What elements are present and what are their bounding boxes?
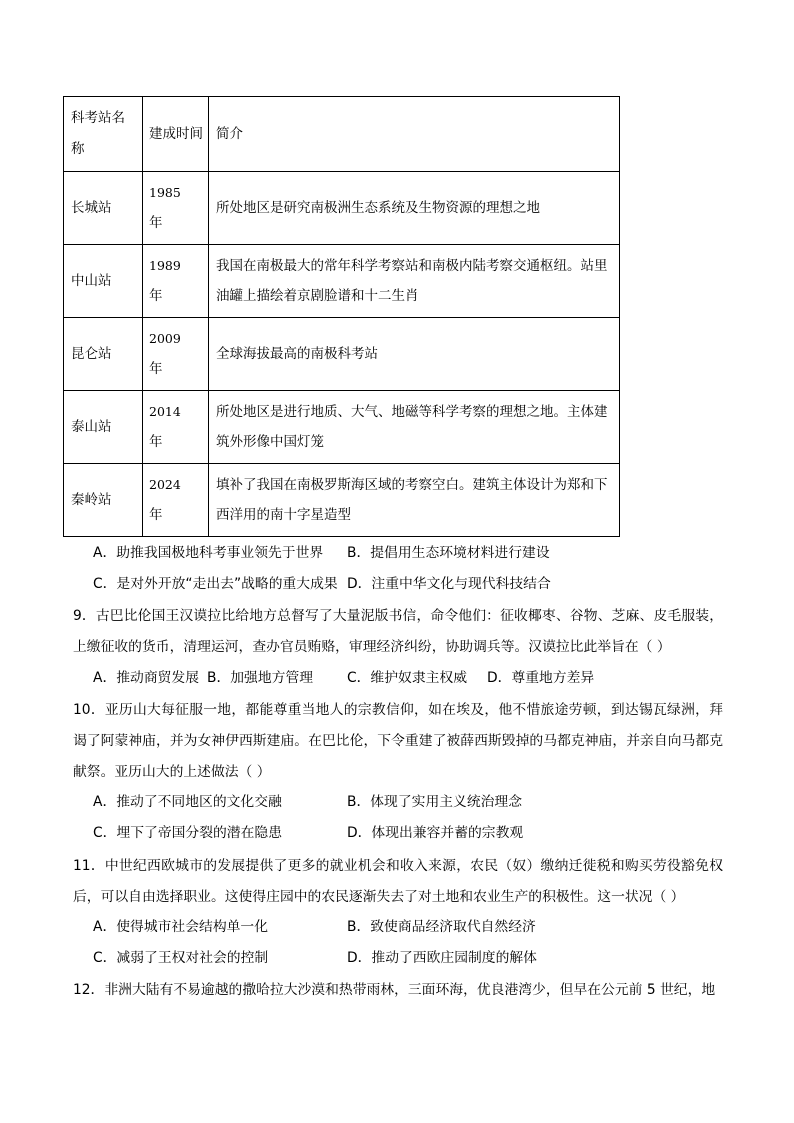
- header-station-name: 科考站名称: [64, 97, 143, 172]
- year-unit: 年: [149, 434, 163, 450]
- station-name: 秦岭站: [64, 464, 143, 537]
- q11-option-a[interactable]: A．使得城市社会结构单一化: [93, 919, 268, 935]
- q9-option-d[interactable]: D．尊重地方差异: [487, 670, 595, 686]
- station-name: 昆仑站: [64, 318, 143, 391]
- research-station-table: [63, 96, 620, 537]
- table-row: [64, 391, 620, 464]
- station-name: 泰山站: [64, 391, 143, 464]
- station-intro: 所处地区是研究南极洲生态系统及生物资源的理想之地: [209, 172, 620, 245]
- year-number: 2009: [149, 331, 181, 346]
- q10-option-a[interactable]: A．推动了不同地区的文化交融: [93, 794, 282, 810]
- table-row: [64, 245, 620, 318]
- year-number: 2014: [149, 404, 181, 419]
- station-intro: 所处地区是进行地质、大气、地磁等科学考察的理想之地。主体建筑外形像中国灯笼: [209, 391, 620, 464]
- q9-option-a[interactable]: A．推动商贸发展: [93, 670, 200, 686]
- build-year: [143, 464, 209, 537]
- q10-option-c[interactable]: C．埋下了帝国分裂的潜在隐患: [93, 825, 282, 841]
- q9-option-b[interactable]: B．加强地方管理: [207, 670, 314, 686]
- year-number: 1985: [149, 185, 181, 200]
- table-row: [64, 172, 620, 245]
- year-number: 1989: [149, 258, 181, 273]
- table-row: [64, 318, 620, 391]
- header-intro: 简介: [209, 97, 620, 172]
- q10-option-d[interactable]: D．体现出兼容并蓄的宗教观: [347, 825, 524, 841]
- q8-option-b[interactable]: B．提倡用生态环境材料进行建设: [347, 545, 550, 561]
- station-name: 中山站: [64, 245, 143, 318]
- q11-stem: 11．中世纪西欧城市的发展提供了更多的就业机会和收入来源，农民（奴）缴纳迁徙税和购买劳役豁免权后，可以自由选择职业。这使得庄园中的农民逐渐失去了对土地和农业生产的积极性。这一状况（ ）: [73, 858, 723, 905]
- station-intro: 我国在南极最大的常年科学考察站和南极内陆考察交通枢纽。站里油罐上描绘着京剧脸谱和十二生肖: [209, 245, 620, 318]
- q8-option-d[interactable]: D．注重中华文化与现代科技结合: [347, 576, 551, 592]
- year-unit: 年: [149, 288, 163, 304]
- build-year: [143, 172, 209, 245]
- q10-option-b[interactable]: B．体现了实用主义统治理念: [347, 794, 523, 810]
- q12-stem: 12．非洲大陆有不易逾越的撒哈拉大沙漠和热带雨林，三面环海，优良港湾少，但早在公元前 5 世纪，地: [73, 982, 716, 998]
- build-year: [143, 391, 209, 464]
- build-year: [143, 318, 209, 391]
- q8-option-c[interactable]: C．是对外开放“走出去”战略的重大成果: [93, 576, 338, 592]
- station-name: 长城站: [64, 172, 143, 245]
- q11-option-b[interactable]: B．致使商品经济取代自然经济: [347, 919, 536, 935]
- header-build-time: 建成时间: [143, 97, 209, 172]
- table-header-row: [64, 97, 620, 172]
- q9-stem: 9．古巴比伦国王汉谟拉比给地方总督写了大量泥版书信，命令他们：征收椰枣、谷物、芝麻、皮毛服装，上缴征收的货币，清理运河，查办官员贿赂，审理经济纠纷，协助调兵等。汉谟拉比此举旨在（ ）: [73, 608, 723, 655]
- q11-option-d[interactable]: D．推动了西欧庄园制度的解体: [347, 950, 537, 966]
- station-intro: 全球海拔最高的南极科考站: [209, 318, 620, 391]
- q10-stem: 10．亚历山大每征服一地，都能尊重当地人的宗教信仰，如在埃及，他不惜旅途劳顿，到达锡瓦绿洲，拜谒了阿蒙神庙，并为女神伊西斯建庙。在巴比伦，下令重建了被薛西斯毁掉的马都克神庙，并亲自向马都克献祭。亚历山大的上述做法（ ）: [73, 702, 723, 780]
- station-intro: 填补了我国在南极罗斯海区域的考察空白。建筑主体设计为郑和下西洋用的南十字星造型: [209, 464, 620, 537]
- year-unit: 年: [149, 215, 163, 231]
- table-row: [64, 464, 620, 537]
- year-number: 2024: [149, 477, 181, 492]
- year-unit: 年: [149, 507, 163, 523]
- q11-option-c[interactable]: C．减弱了王权对社会的控制: [93, 950, 269, 966]
- q8-option-a[interactable]: A．助推我国极地科考事业领先于世界: [93, 545, 324, 561]
- build-year: [143, 245, 209, 318]
- year-unit: 年: [149, 361, 163, 377]
- q9-option-c[interactable]: C．维护奴隶主权威: [347, 670, 468, 686]
